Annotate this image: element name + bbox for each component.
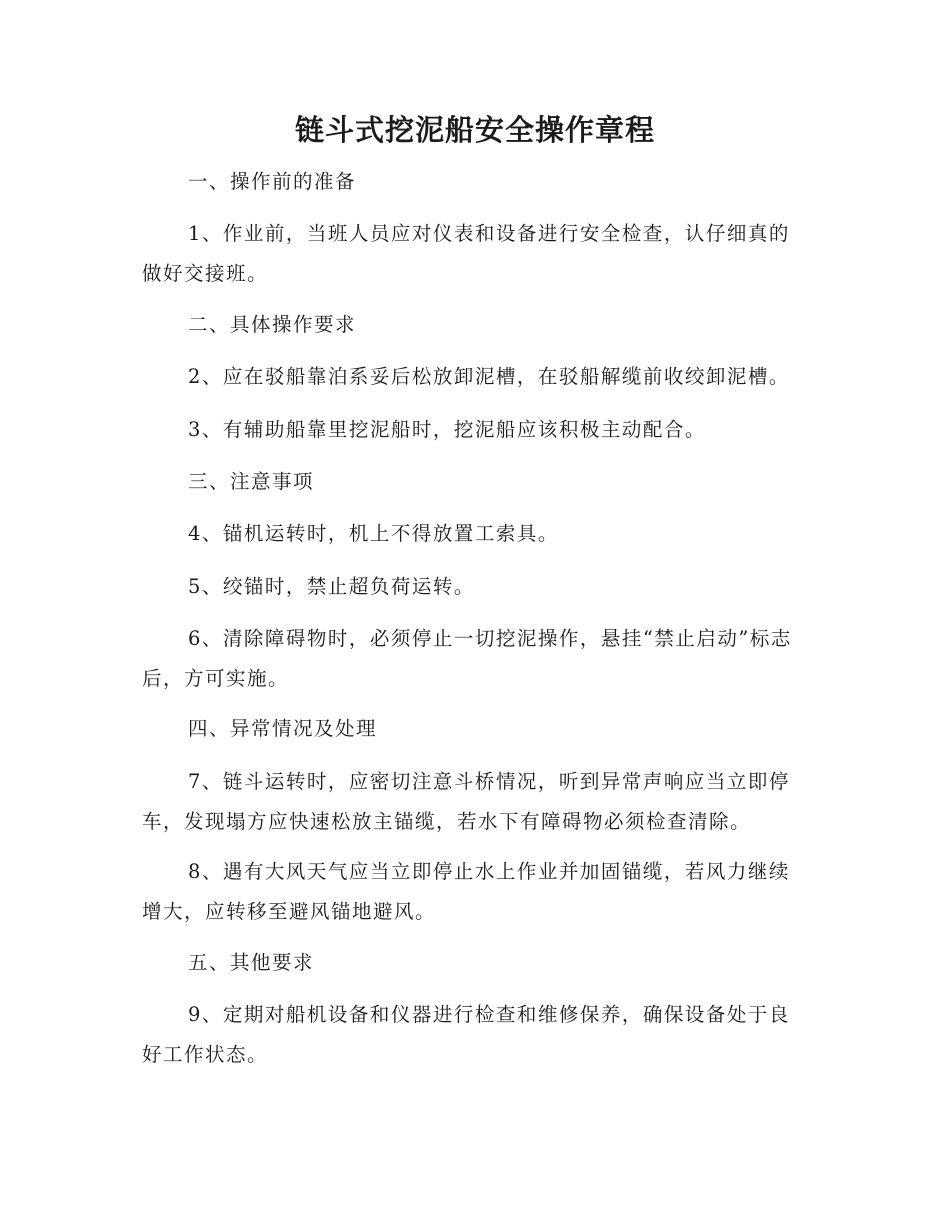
paragraph-item-9: 9、定期对船机设备和仪器进行检查和维修保养，确保设备处于良好工作状态。 (142, 1003, 790, 1066)
paragraph-item-7: 7、链斗运转时，应密切注意斗桥情况，听到异常声响应当立即停车，发现塌方应快速松放主锚缆，若水下有障碍物必须检查清除。 (142, 770, 790, 833)
section-heading-notes: 三、注意事项 (188, 470, 315, 493)
paragraph-item-5: 5、绞锚时，禁止超负荷运转。 (188, 575, 475, 598)
paragraph-item-8: 8、遇有大风天气应当立即停止水上作业并加固锚缆，若风力继续增大，应转移至避风锚地避风。 (142, 860, 790, 923)
section-heading-preparation: 一、操作前的准备 (188, 170, 357, 193)
paragraph-item-2: 2、应在驳船靠泊系妥后松放卸泥槽，在驳船解缆前收绞卸泥槽。 (188, 365, 790, 388)
section-heading-abnormal: 四、异常情况及处理 (188, 717, 378, 740)
paragraph-item-3: 3、有辅助船靠里挖泥船时，挖泥船应该积极主动配合。 (188, 418, 706, 441)
paragraph-item-4: 4、锚机运转时，机上不得放置工索具。 (188, 522, 559, 545)
section-heading-other: 五、其他要求 (188, 951, 315, 974)
page-title: 链斗式挖泥船安全操作章程 (294, 113, 655, 147)
paragraph-item-6: 6、清除障碍物时，必须停止一切挖泥操作，悬挂“禁止启动”标志后，方可实施。 (142, 627, 792, 690)
section-heading-operation: 二、具体操作要求 (188, 313, 357, 336)
paragraph-item-1: 1、作业前，当班人员应对仪表和设备进行安全检查，认仔细真的做好交接班。 (142, 222, 790, 285)
